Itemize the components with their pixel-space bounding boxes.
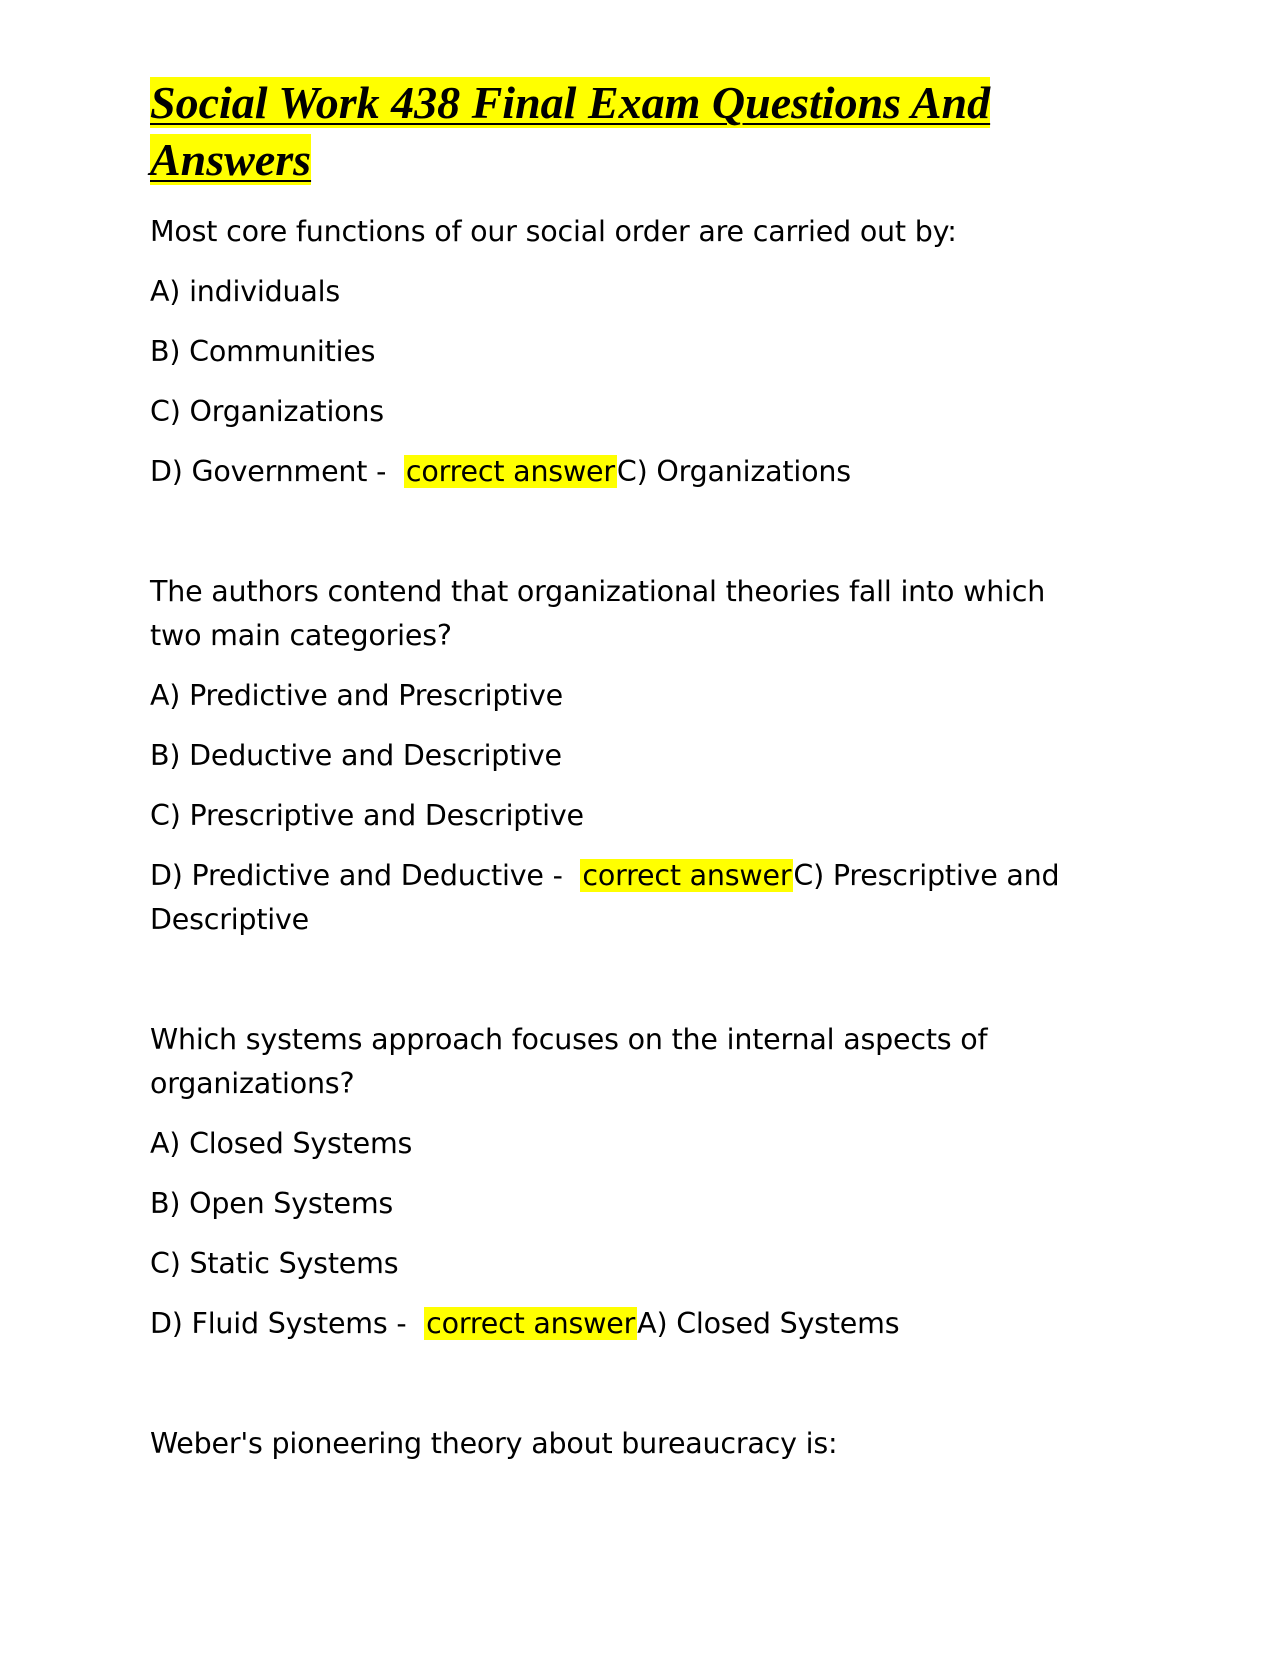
correct-answer: A) Closed Systems (637, 1307, 900, 1340)
option-c: C) Organizations (150, 395, 384, 428)
title-highlight: Social Work 438 Final Exam Questions And Answers (150, 77, 991, 185)
option-a: A) Predictive and Prescriptive (150, 679, 563, 712)
correct-answer-tag: correct answer (405, 455, 615, 488)
option-d-with-answer (150, 450, 1090, 494)
question-text: Weber's pioneering theory about bureaucracy is: (150, 1427, 838, 1460)
option-b: B) Open Systems (150, 1187, 394, 1220)
question-list (150, 210, 1090, 1466)
question-item (150, 570, 1090, 942)
question-text: Most core functions of our social order are carried out by: (150, 215, 957, 248)
option-d: D) Fluid Systems - (150, 1307, 407, 1340)
correct-answer: C) Organizations (616, 455, 851, 488)
option-a: A) Closed Systems (150, 1127, 413, 1160)
question-item (150, 1018, 1090, 1346)
question-text: Which systems approach focuses on the internal aspects of organizations? (150, 1023, 988, 1100)
document-page (150, 74, 1090, 1482)
option-d-with-answer (150, 854, 1090, 942)
option-d: D) Government - (150, 455, 387, 488)
option-c: C) Prescriptive and Descriptive (150, 799, 584, 832)
document-title (150, 74, 1090, 188)
option-b: B) Deductive and Descriptive (150, 739, 562, 772)
option-a: A) individuals (150, 275, 341, 308)
question-item (150, 210, 1090, 494)
correct-answer: C) Prescriptive and Descriptive (150, 859, 1060, 936)
correct-answer-tag: correct answer (426, 1307, 636, 1340)
option-d-with-answer (150, 1302, 1090, 1346)
question-item (150, 1422, 1090, 1466)
option-d: D) Predictive and Deductive - (150, 859, 563, 892)
question-text: The authors contend that organizational theories fall into which two main categories? (150, 575, 1046, 652)
option-b: B) Communities (150, 335, 376, 368)
correct-answer-tag: correct answer (582, 859, 792, 892)
option-c: C) Static Systems (150, 1247, 399, 1280)
